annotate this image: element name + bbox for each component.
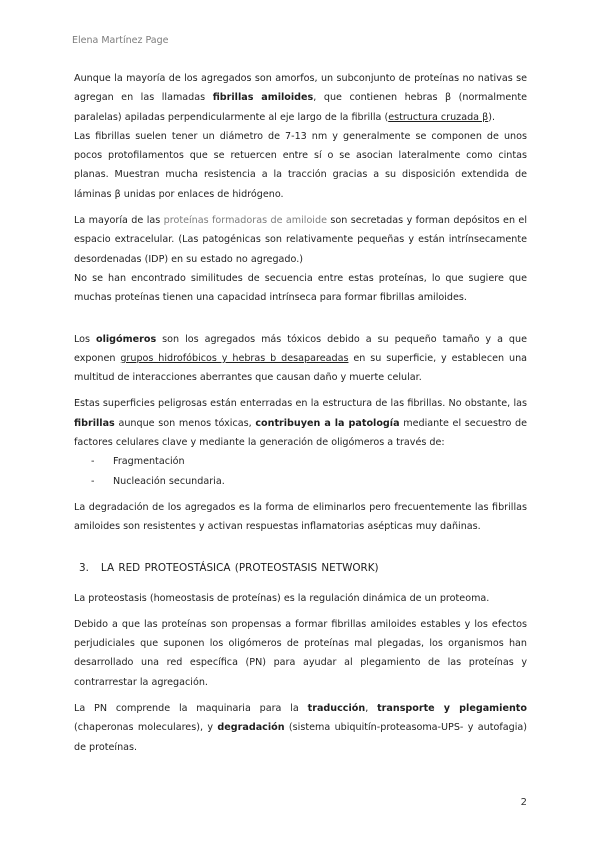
section-title: LA RED PROTEOSTÁSICA (PROTEOSTASIS NETWORK) bbox=[100, 561, 379, 574]
paragraph-proteostasis-network: Debido a que las proteínas son propensas a formar fibrillas amiloides estables y los efectos perjudiciales que suponen los oligómeros de proteínas mal plegadas, los organismos han desarrollado una red específica (PN) para ayudar al plegamiento de las proteínas y contrarrestar la agregación. bbox=[74, 618, 527, 688]
paragraph-pn-components: La PN comprende la maquinaria para la traducción, transporte y plegamiento (chaperonas moleculares), y degradación (sistema ubiquitín-proteasoma-UPS- y autofagia) de proteínas. bbox=[74, 703, 527, 753]
bold-term: fibrillas bbox=[74, 417, 115, 429]
paragraph-proteostasis-definition: La proteostasis (homeostasis de proteínas) es la regulación dinámica de un proteoma. bbox=[74, 592, 490, 604]
paragraph-degradation: La degradación de los agregados es la forma de eliminarlos pero frecuentemente las fibrillas amiloides son resistentes y activan respuestas inflamatorias asépticas muy dañinas. bbox=[74, 501, 527, 533]
bullet-list bbox=[74, 452, 527, 491]
highlighted-term: proteínas formadoras de amiloide bbox=[163, 215, 327, 227]
underlined-term: grupos hidrofóbicos y hebras b desapareadas bbox=[120, 352, 349, 364]
list-item: - Fragmentación bbox=[91, 452, 527, 471]
paragraph-amyloid-proteins: La mayoría de las proteínas formadoras de amiloide son secretadas y forman depósitos en el espacio extracelular. (Las patogénicas son relativamente pequeñas y están intrínsecamente desordenadas (IDP) en su estado no agregado.) bbox=[74, 215, 527, 265]
section-heading bbox=[74, 559, 527, 578]
page-number: 2 bbox=[520, 797, 527, 808]
paragraph-fibril-toxicity: Estas superficies peligrosas están enterradas en la estructura de las fibrillas. No obstante, las fibrillas aunque son menos tóxicas, contribuyen a la patología mediante el secuestro de factores celulares clave y mediante la generación de oligómeros a través de: bbox=[74, 398, 527, 449]
underlined-term: estructura cruzada β bbox=[388, 111, 489, 123]
list-item: - Nucleación secundaria. bbox=[91, 472, 527, 491]
bold-term: transporte y plegamiento bbox=[377, 703, 527, 715]
paragraph-oligomers: Los oligómeros son los agregados más tóxicos debido a su pequeño tamaño y a que exponen grupos hidrofóbicos y hebras b desapareadas en su superficie, y establecen una multitud de interacciones aberrantes que causan daño y muerte celular. bbox=[74, 333, 528, 384]
bold-term: fibrillas amiloides bbox=[212, 92, 314, 104]
bold-term: oligómeros bbox=[96, 333, 157, 345]
bold-term: contribuyen a la patología bbox=[255, 417, 400, 429]
paragraph-amyloid-fibrils: Aunque la mayoría de los agregados son amorfos, un subconjunto de proteínas no nativas se agregan en las llamadas fibrillas amiloides, que contienen hebras β (normalmente paralelas) apiladas perpendicularmente al eje largo de la fibrilla (estructura cruzada β). bbox=[74, 73, 528, 123]
bold-term: degradación bbox=[217, 722, 285, 734]
bold-term: traducción bbox=[307, 703, 366, 715]
paragraph-fibril-structure: Las fibrillas suelen tener un diámetro de 7-13 nm y generalmente se componen de unos pocos protofilamentos que se retuercen entre sí o se asocian lateralmente como cintas planas. Muestran mucha resistencia a la tracción gracias a su disposición extendida de láminas β unidas por enlaces de hidrógeno. bbox=[74, 130, 527, 200]
paragraph-sequence-similarity: No se han encontrado similitudes de secuencia entre estas proteínas, lo que sugiere que muchas proteínas tienen una capacidad intrínseca para formar fibrillas amiloides. bbox=[74, 272, 527, 304]
document-body bbox=[74, 69, 527, 757]
section-number: 3. bbox=[79, 561, 89, 574]
page-header-author: Elena Martínez Page bbox=[72, 35, 169, 46]
